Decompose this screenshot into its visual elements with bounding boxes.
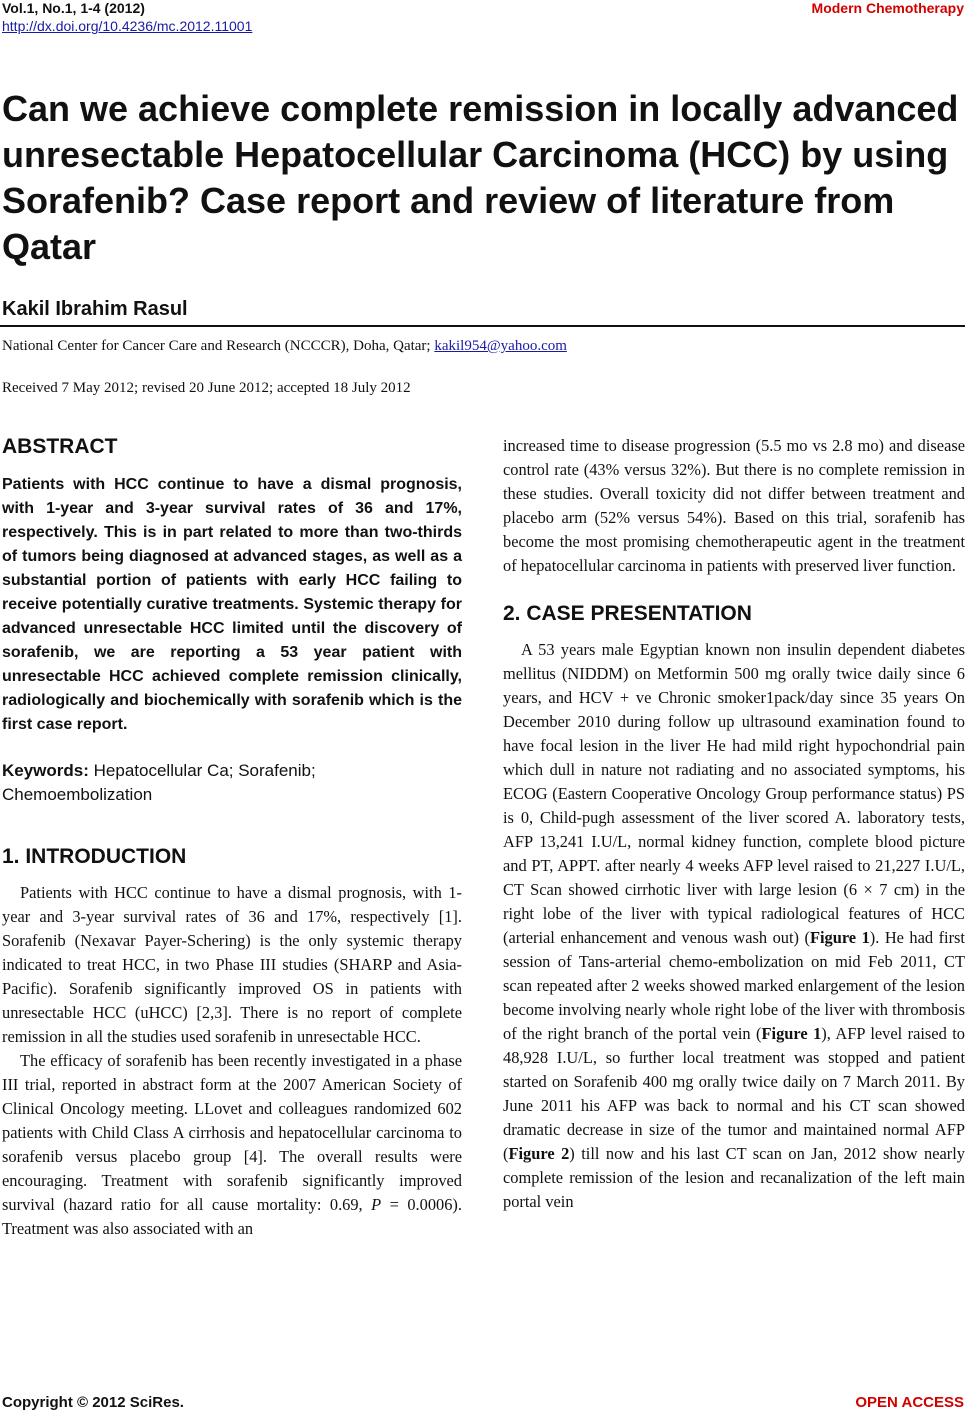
case-presentation-heading: 2. CASE PRESENTATION: [503, 602, 752, 625]
introduction-paragraph-2-part-b: = 0.0006). Treatment was also associated with an: [2, 1195, 462, 1238]
introduction-paragraph-2-part-a: The efficacy of sorafenib has been recently investigated in a phase III trial, reported in abstract form at the 2007 American Society of Clinical Oncology meeting. LLovet and colleagues randomized 602 patients with Child Class A cirrhosis and hepatocellular carcinoma to sorafenib versus placebo group [4]. The overall results were encouraging. Treatment with sorafenib significantly improved survival (hazard ratio for all cause mortality: 0.69,: [2, 1051, 462, 1214]
keywords-label: Keywords:: [2, 761, 89, 780]
journal-volume: Vol.1, No.1, 1-4 (2012): [2, 0, 145, 16]
received-dates: Received 7 May 2012; revised 20 June 2012; accepted 18 July 2012: [2, 380, 411, 396]
introduction-heading: 1. INTRODUCTION: [2, 845, 187, 868]
email-link[interactable]: kakil954@yahoo.com: [434, 338, 567, 354]
figure-1-reference-second[interactable]: Figure 1: [761, 1024, 822, 1043]
journal-name: Modern Chemotherapy: [811, 0, 964, 16]
abstract-text: Patients with HCC continue to have a dismal prognosis, with 1-year and 3-year survival rates of 36 and 17%, respectively. This is in part related to more than two-thirds of tumors being diagnosed at advanced stages, as well as a substantial portion of patients with early HCC failing to receive potentially curative treatments. Systemic therapy for advanced unresectable HCC limited until the discovery of sorafenib, we are reporting a 53 year patient with unresectable HCC achieved complete remission clinically, radiologically and biochemically with sorafenib which is the first case report.: [2, 476, 462, 733]
keywords: [2, 759, 462, 807]
case-text-part-3: ), AFP level raised to 48,928 I.U/L, so further local treatment was stopped and patient started on Sorafenib 400 mg orally twice daily on 7 March 2011. By June 2011 his AFP was back to normal and his CT scan showed dramatic decrease in size of the tumor and maintained normal AFP (: [503, 1024, 965, 1163]
copyright-notice: Copyright © 2012 SciRes.: [2, 1394, 184, 1411]
abstract-heading: ABSTRACT: [2, 435, 118, 458]
header-divider: [0, 325, 965, 327]
affiliation-text: National Center for Cancer Care and Research (NCCCR), Doha, Qatar;: [2, 338, 435, 354]
case-presentation-paragraph: [503, 638, 965, 1214]
p-value-symbol: P: [371, 1195, 382, 1214]
figure-1-reference[interactable]: Figure 1: [809, 928, 870, 947]
right-column: [503, 434, 965, 1214]
case-text-part-4: ) till now and his last CT scan on Jan, 2012 show nearly complete remission of the lesion and recanalization of the left main portal vein: [503, 1144, 965, 1211]
keywords-text: Hepatocellular Ca; Sorafenib; Chemoembolization: [2, 761, 316, 804]
introduction-paragraph-1: Patients with HCC continue to have a dismal prognosis, with 1-year and 3-year survival rates of 36 and 17%, respectively [1]. Sorafenib (Nexavar Payer-Schering) is the only systemic therapy indicated to treat HCC, in two Phase III studies (SHARP and Asia-Pacific). Sorafenib significantly improved OS in patients with unresectable HCC (uHCC) [2,3]. There is no report of complete remission in all the studies used sorafenib in unresectable HCC.: [2, 883, 462, 1046]
case-text-part-2: ). He had first session of Tans-arterial chemo-embolization on mid Feb 2011, CT scan repeated after 2 weeks showed marked enlargement of the lesion become involving nearly whole right lobe of the liver with thrombosis of the right branch of the portal vein (: [503, 928, 965, 1043]
left-column: [2, 433, 462, 1241]
affiliation: [2, 338, 567, 355]
figure-2-reference[interactable]: Figure 2: [508, 1144, 570, 1163]
introduction-paragraph-2: [2, 1049, 462, 1241]
doi-link[interactable]: http://dx.doi.org/10.4236/mc.2012.11001: [2, 18, 253, 34]
author-name: Kakil Ibrahim Rasul: [2, 298, 188, 320]
open-access-label: OPEN ACCESS: [855, 1394, 964, 1411]
introduction-paragraph-2-continued: increased time to disease progression (5.5 mo vs 2.8 mo) and disease control rate (43% versus 32%). But there is no complete remission in these studies. Overall toxicity did not differ between treatment and placebo arm (52% versus 54%). Based on this trial, sorafenib has become the most promising chemotherapeutic agent in the treatment of hepatocellular carcinoma in patients with preserved liver function.: [503, 436, 965, 575]
paper-title: Can we achieve complete remission in locally advanced unresectable Hepatocellular Carcinoma (HCC) by using Sorafenib? Case report and review of literature from Qatar: [2, 88, 959, 267]
case-text-part-1: A 53 years male Egyptian known non insulin dependent diabetes mellitus (NIDDM) on Metformin 500 mg orally twice daily since 6 years, and HCV + ve Chronic smoker1pack/day since 35 years On December 2010 during follow up ultrasound examination found to have focal lesion in the liver He had mild right hypochondrial pain which dull in nature not radiating and no associated symptoms, his ECOG (Eastern Cooperative Oncology Group performance status) PS is 0, Child-pugh assessment of the liver scored A. laboratory tests, AFP 13,241 I.U/L, normal kidney function, complete blood picture and PT, APPT. after nearly 4 weeks AFP level raised to 21,227 I.U/L, CT Scan showed cirrhotic liver with large lesion (6 × 7 cm) in the right lobe of the liver with typical radiological features of HCC (arterial enhancement and venous wash out) (: [503, 640, 965, 947]
